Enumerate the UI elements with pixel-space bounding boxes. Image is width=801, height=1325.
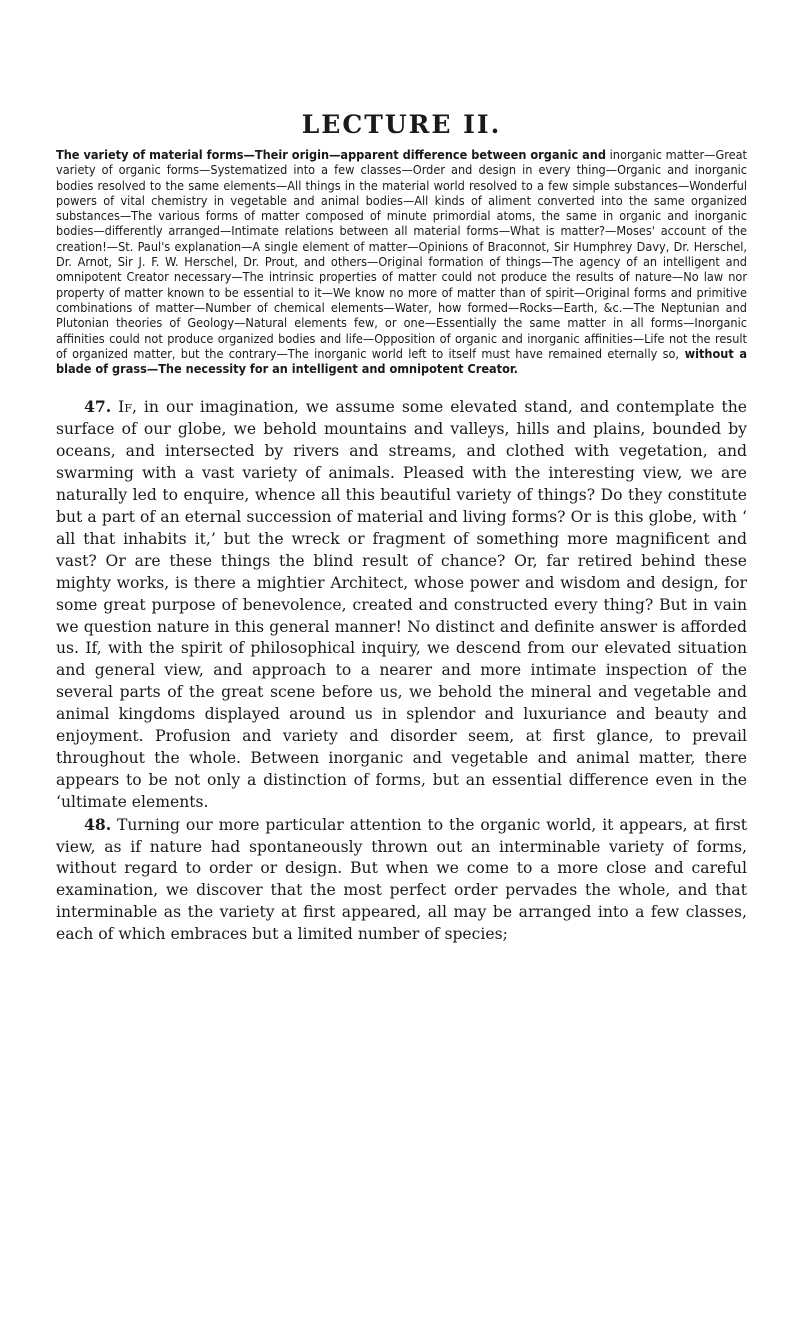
paragraph-lead-word: If, bbox=[118, 398, 137, 417]
synopsis-body: inorganic matter—Great variety of organic forms—Systematized into a few classes—Order and design in every thing—Organic and inorganic bodies resolved to the same elements—All things in the material world resolved to a few simple substances—Wonderful powers of vital chemistry in vegetable and animal bodies—All kinds of aliment converted into the same organized substances—The various forms of matter composed of minute primordial atoms, the same in organic and inorganic bodies—differently arranged—Intimate relations between all material forms—What is matter?—Moses' account of the creation!—St. Paul's explanation—A single element of matter—Opinions of Braconnot, Sir Humphrey Davy, Dr. Herschel, Dr. Arnot, Sir J. F. W. Herschel, Dr. Prout, and others—Original formation of things—The agency of an intelligent and omnipotent Creator necessary—The intrinsic properties of matter could not produce the results of nature—No law nor property of matter known to be essential to it—We know no more of matter than of spirit—Original forms and primitive combinations of matter—Number of chemical elements—Water, how formed—Rocks—Earth, &c.—The Neptunian and Plutonian theories of Geology—Natural elements few, or one—Essentially the same matter in all forms—Inorganic affinities could not produce organized bodies and life—Opposition of organic and inorganic affinities—Life not the result of organized matter, but the contrary—The inorganic world left to itself must have remained eternally so, bbox=[56, 147, 747, 361]
paragraph-47 bbox=[56, 396, 747, 813]
paragraph-text: in our imagination, we assume some elevated stand, and contemplate the surface of our globe, we behold mountains and valleys, hills and plains, bounded by oceans, and intersected by rivers and streams, and clothed with vegetation, and swarming with a vast variety of animals. Pleased with the interesting view, we are naturally led to enquire, whence all this beautiful variety of things? Do they constitute but a part of an eternal succession of material and living forms? Or is this globe, with ‘ all that inhabits it,’ but the wreck or fragment of something more magnificent and vast? Or are these things the blind result of chance? Or, far retired behind these mighty works, is there a mightier Architect, whose power and wisdom and design, for some great purpose of benevolence, created and constructed every thing? But in vain we question nature in this general manner! No distinct and definite answer is afforded us. If, with the spirit of philosophical inquiry, we descend from our elevated situation and general view, and approach to a nearer and more intimate inspection of the several parts of the great scene before us, we behold the mineral and vegetable and animal kingdoms displayed around us in splendor and luxuriance and beauty and enjoyment. Profusion and variety and disorder seem, at first glance, to prevail throughout the whole. Between inorganic and vegetable and animal matter, there appears to be not only a distinction of forms, but an essential difference even in the ‘ultimate elements. bbox=[56, 398, 747, 811]
chapter-synopsis bbox=[56, 147, 747, 376]
synopsis-lead: The variety of material forms—Their origin—apparent difference between organic and bbox=[56, 147, 606, 162]
lecture-title: LECTURE II. bbox=[301, 110, 502, 139]
paragraph-number: 48. bbox=[84, 814, 112, 834]
synopsis-tail: without a blade of grass—The necessity for an intelligent and omnipotent Creator. bbox=[56, 345, 747, 377]
paragraph-number: 47. bbox=[84, 397, 112, 417]
paragraph-text: Turning our more particular attention to the organic world, it appears, at first view, as if nature had spontaneously thrown out an interminable variety of forms, without regard to order or design. But when we come to a more close and careful examination, we discover that the most perfect order pervades the whole, and that interminable as the variety at first appeared, all may be arranged into a few classes, each of which embraces but a limited number of species; bbox=[56, 815, 747, 944]
paragraph-48 bbox=[56, 814, 747, 946]
